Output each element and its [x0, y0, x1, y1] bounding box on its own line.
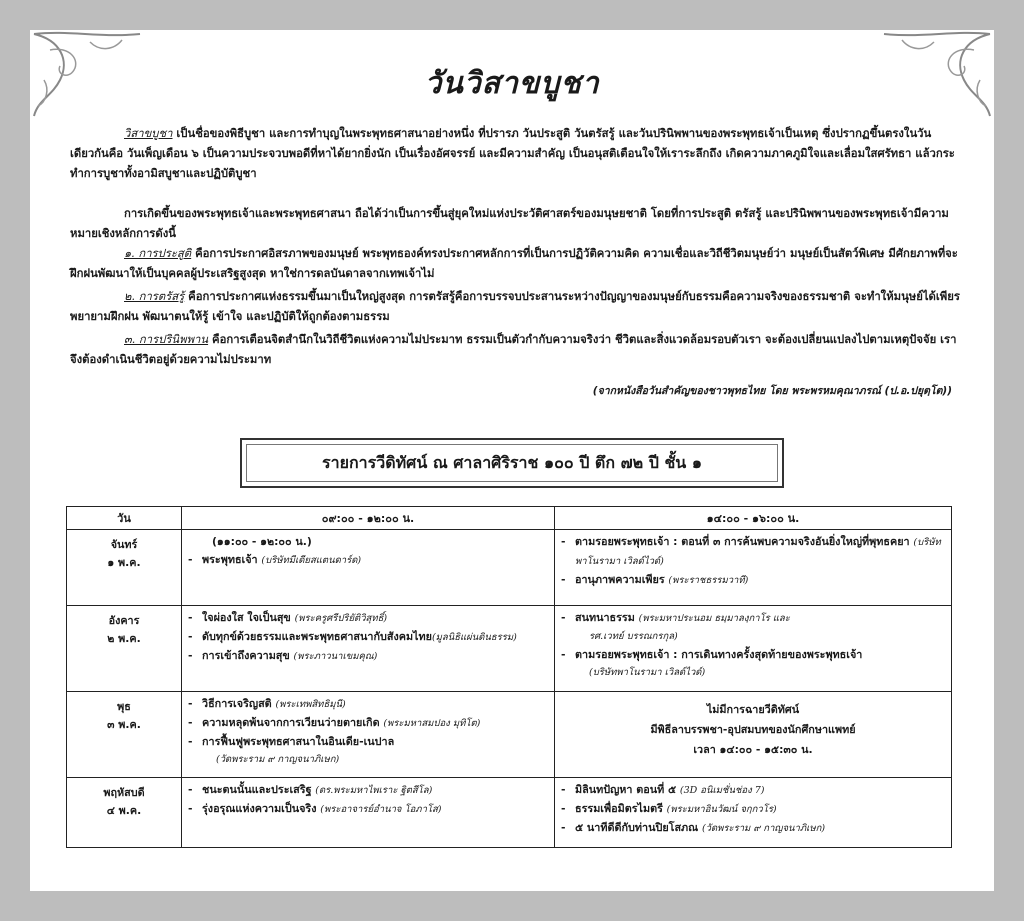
morning-cell: [182, 606, 555, 692]
header-afternoon: ๑๔:๐๐ - ๑๖:๐๐ น.: [555, 507, 952, 530]
list-item: - อานุภาพความเพียร (พระราชธรรมวาที): [561, 573, 749, 586]
paragraph-lead: ๑. การประสูติ: [124, 247, 192, 260]
afternoon-cell: [555, 692, 952, 778]
paragraph-text: คือการประกาศอิสรภาพของมนุษย์ พระพุทธองค์ทรงประกาศหลักการที่เป็นการปฏิวัติความคิด ความเชื่อและวิถีชีวิตมนุษย์ว่า มนุษย์เป็นสัตว์พิเศษ มีศักยภาพที่จะฝึกฝนพัฒนาให้เป็นบุคคลผู้ประเสริฐสูงสุด หาใช่การดลบันดาลจากเทพเจ้าไม่: [70, 247, 958, 280]
paragraph-text: คือการเตือนจิตสำนึกในวิถีชีวิตแห่งความไม่ประมาท ธรรมเป็นตัวกำกับความจริงว่า ชีวิตและสิ่งแวดล้อมรอบตัวเรา จะต้องเปลี่ยนแปลงไปตามเหตุปัจจัย เราจึงต้องดำเนินชีวิตอยู่ด้วยความไม่ประมาท: [70, 333, 957, 366]
no-screening-notice: ไม่มีการฉายวีดิทัศน์: [706, 703, 800, 716]
schedule-table: [66, 506, 952, 848]
list-item: - พระพุทธเจ้า (บริษัทมีเดียสแตนดาร์ด): [188, 553, 362, 566]
day-date: ๑ พ.ค.: [107, 556, 141, 569]
paragraph-nirvana: [70, 330, 960, 370]
afternoon-cell: [555, 778, 952, 848]
paragraph-text: คือการประกาศแห่งธรรมขึ้นมาเป็นใหญ่สูงสุด การตรัสรู้คือการบรรจบประสานระหว่างปัญญาของมนุษย์กับธรรมคือความจริงของธรรมชาติ จะทำให้มนุษย์ได้เพียรพยายามฝึกฝน พัฒนาตนให้รู้ เข้าใจ และปฏิบัติให้ถูกต้องตามธรรม: [70, 290, 960, 323]
list-item: - วิธีการเจริญสติ (พระเทพสิทธิมุนี): [188, 697, 346, 710]
header-morning: ๐๙:๐๐ - ๑๒:๐๐ น.: [182, 507, 555, 530]
paragraph-lead: ๓. การปรินิพพาน: [124, 333, 209, 346]
source-citation: (จากหนังสือวันสำคัญของชาวพุทธไทย โดย พระพรหมคุณาภรณ์ (ป.อ.ปยุตฺโต)): [592, 385, 952, 397]
paragraph-birth: [70, 244, 960, 284]
list-item: - การฟื้นฟูพระพุทธศาสนาในอินเดีย-เนปาล (วัดพระราม ๙ กาญจนาภิเษก): [188, 735, 395, 765]
afternoon-cell: [555, 606, 952, 692]
list-item: - ตามรอยพระพุทธเจ้า : การเดินทางครั้งสุดท้ายของพระพุทธเจ้า (บริษัทพาโนรามา เวิลด์ไวด์): [561, 648, 863, 678]
day-date: ๒ พ.ค.: [107, 632, 141, 645]
day-name: พฤหัสบดี: [103, 786, 145, 799]
paragraph-meaning: [70, 204, 960, 244]
day-name: จันทร์: [110, 538, 138, 551]
list-item: - ธรรมเพื่อมิตรไมตรี (พระมหาอินวัฒน์ จกฺกวโร): [561, 802, 777, 815]
day-date: ๔ พ.ค.: [106, 804, 142, 817]
day-name: พุธ: [117, 700, 131, 713]
paragraph-text: การเกิดขึ้นของพระพุทธเจ้าและพระพุทธศาสนา ถือได้ว่าเป็นการขึ้นสู่ยุคใหม่แห่งประวัติศาสตร์ของมนุษยชาติ โดยที่การประสูติ ตรัสรู้ และปรินิพพานของพระพุทธเจ้ามีความหมายเชิงหลักการดังนี้: [70, 207, 949, 240]
day-cell: [67, 692, 182, 778]
day-cell: [67, 530, 182, 606]
list-item: (๑๑:๐๐ - ๑๒:๐๐ น.): [212, 535, 312, 548]
list-item: - การเข้าถึงความสุข (พระภาวนาเขมคุณ): [188, 649, 378, 662]
table-row: [67, 530, 952, 606]
list-item: - ดับทุกข์ด้วยธรรมและพระพุทธศาสนากับสังคมไทย(มูลนิธิแผ่นดินธรรม): [188, 630, 517, 643]
list-item: - ชนะตนนั้นและประเสริฐ (ดร.พระมหาไพเราะ ฐิตสีโล): [188, 783, 433, 796]
day-name: อังคาร: [108, 614, 140, 627]
morning-cell: [182, 778, 555, 848]
ordination-notice: มีพิธีลาบรรพชา-อุปสมบทของนักศึกษาแพทย์: [650, 723, 856, 736]
table-row: [67, 606, 952, 692]
schedule-banner: รายการวีดิทัศน์ ณ ศาลาศิริราช ๑๐๐ ปี ตึก ๗๒ ปี ชั้น ๑: [240, 438, 784, 488]
list-item: - ๕ นาทีดีดีกับท่านปิยโสภณ (วัดพระราม ๙ กาญจนาภิเษก): [561, 821, 826, 834]
paragraph-lead: ๒. การตรัสรู้: [124, 290, 185, 303]
paragraph-text: เป็นชื่อของพิธีบูชา และการทำบุญในพระพุทธศาสนาอย่างหนึ่ง ที่ปรารภ วันประสูติ วันตรัสรู้ และวันปรินิพพานของพระพุทธเจ้าเป็นเหตุ ซึ่งปรากฏขึ้นตรงในวันเดียวกันคือ วันเพ็ญเดือน ๖ เป็นความประจวบพอดีที่หาได้ยากยิ่งนัก เป็นเรื่องอัศจรรย์ และมีความสำคัญ เป็นอนุสติเตือนใจให้เราระลึกถึง เกิดความภาคภูมิใจและเลื่อมใสศรัทธา แล้วกระทำการบูชาทั้งอามิสบูชาและปฏิบัติบูชา: [70, 127, 955, 180]
morning-cell: [182, 692, 555, 778]
list-item: - รุ่งอรุณแห่งความเป็นจริง (พระอาจารย์อำนาจ โอภาโส): [188, 802, 442, 815]
table-row: [67, 692, 952, 778]
day-date: ๓ พ.ค.: [107, 718, 141, 731]
paragraph-lead: วิสาขบูชา: [124, 127, 173, 140]
day-cell: [67, 606, 182, 692]
paragraph-intro: [70, 124, 960, 184]
table-row: [67, 778, 952, 848]
list-item: - ใจผ่องใส ใจเป็นสุข (พระครูศรีปริยัติวิสุทธิ์): [188, 611, 388, 624]
ordination-time: เวลา ๑๔:๐๐ - ๑๕:๓๐ น.: [693, 743, 813, 756]
list-item: - มิลินทปัญหา ตอนที่ ๕ (3D อนิเมชั่นช่อง 7): [561, 783, 765, 796]
table-header-row: [67, 507, 952, 530]
list-item: - สนทนาธรรม (พระมหาประนอม ธมฺมาลงฺกาโร และ รศ.เวทย์ บรรณกรกุล): [561, 611, 790, 642]
morning-cell: [182, 530, 555, 606]
header-day: วัน: [67, 507, 182, 530]
list-item: - ตามรอยพระพุทธเจ้า : ตอนที่ ๓ การค้นพบความจริงอันยิ่งใหญ่ที่พุทธคยา (บริษัทพาโนรามา เวิลด์ไวด์): [561, 535, 941, 567]
list-item: - ความหลุดพ้นจากการเวียนว่ายตายเกิด (พระมหาสมปอง มุทิโต): [188, 716, 481, 729]
afternoon-cell: [555, 530, 952, 606]
document-paper: [30, 30, 994, 891]
page-title: วันวิสาขบูชา: [424, 66, 600, 101]
day-cell: [67, 778, 182, 848]
paragraph-enlightenment: [70, 287, 960, 327]
